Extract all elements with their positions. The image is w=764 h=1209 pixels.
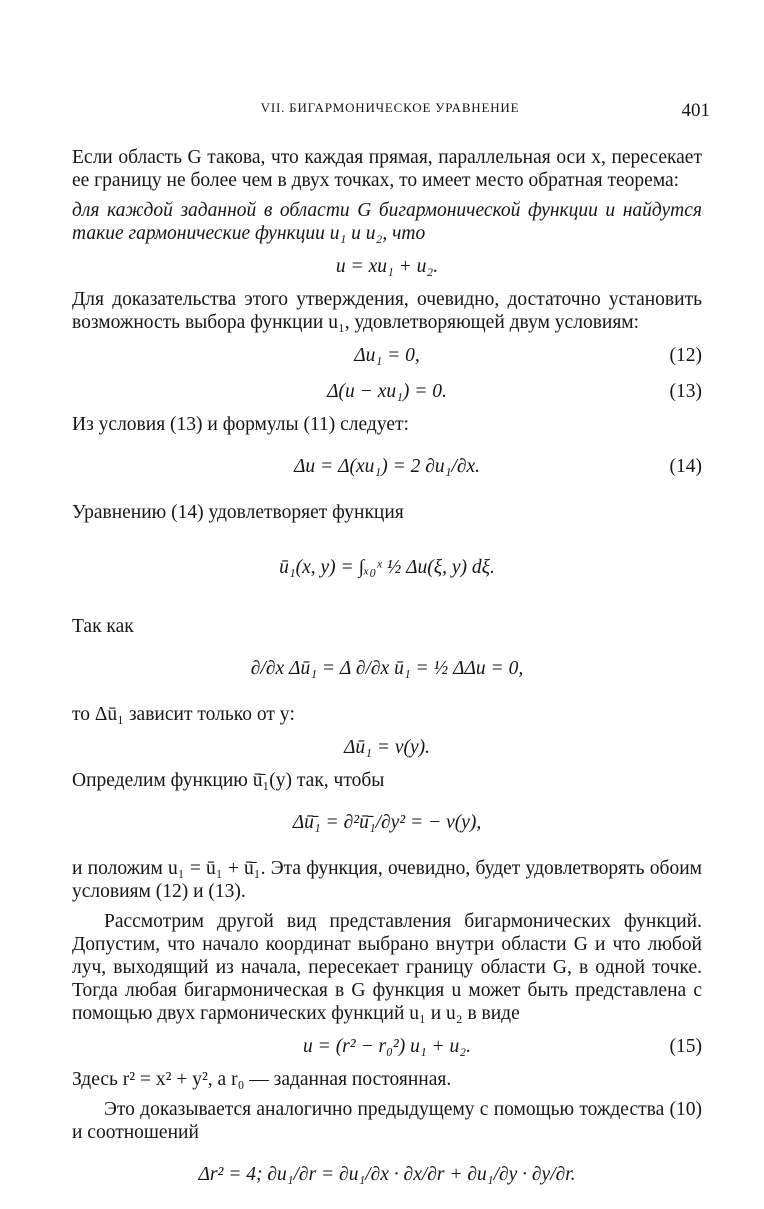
equation-number: (12) <box>669 345 702 366</box>
formula: ū₁(x, y) = ∫ₓ₀ˣ ½ Δu(ξ, y) dξ. <box>279 557 495 578</box>
formula: Δū̄₁ = ∂²ū̄₁/∂y² = − v(y), <box>292 812 482 833</box>
equation <box>72 645 702 693</box>
formula: ∂/∂x Δū₁ = Δ ∂/∂x ū₁ = ½ ΔΔu = 0, <box>250 658 524 679</box>
paragraph: Рассмотрим другой вид представления бигармонических функций. Допустим, что начало координат выбрано внутри области G и что любой луч, выходящий из начала, пересекает границу области G, в одной точке. Тогда любая бигармоническая в G функция u может быть представлена с помощью двух гармонических функций u₁ и u₂ в виде <box>72 911 702 1024</box>
equation-number: (14) <box>669 456 702 477</box>
formula: Δ(u − xu₁) = 0. <box>327 381 447 402</box>
running-title: VII. БИГАРМОНИЧЕСКОЕ УРАВНЕНИЕ <box>260 100 520 115</box>
paragraph: Из условия (13) и формулы (11) следует: <box>72 414 409 435</box>
paragraph: Определим функцию ū̄₁(y) так, чтобы <box>72 770 385 791</box>
equation <box>72 1151 702 1199</box>
page-number: 401 <box>681 100 710 121</box>
paragraph: Здесь r² = x² + y², а r₀ — заданная постоянная. <box>72 1069 452 1090</box>
paragraph: Так как <box>72 616 134 637</box>
equation <box>72 799 702 847</box>
formula: u = xu₁ + u₂. <box>335 256 439 277</box>
equation <box>72 341 702 371</box>
paragraph: для каждой заданной в области G бигармонической функции u найдутся такие гармонические функции u₁ и u₂, что <box>72 200 702 244</box>
equation <box>72 733 702 763</box>
paragraph: то Δū₁ зависит только от y: <box>72 704 295 725</box>
equation <box>72 531 702 605</box>
equation <box>72 1032 702 1062</box>
paragraph: Это доказывается аналогично предыдущему с помощью тождества (10) и соотношений <box>72 1099 702 1143</box>
formula: u = (r² − r₀²) u₁ + u₂. <box>303 1036 471 1057</box>
equation-number: (13) <box>669 381 702 402</box>
formula: Δu = Δ(xu₁) = 2 ∂u₁/∂x. <box>293 456 480 477</box>
paragraph: Для доказательства этого утверждения, очевидно, достаточно установить возможность выбора функции u₁, удовлетворяющей двум условиям: <box>72 289 702 333</box>
page-header <box>70 100 710 124</box>
equation <box>72 377 702 407</box>
paragraph: и положим u₁ = ū₁ + ū̄₁. Эта функция, очевидно, будет удовлетворять обоим условиям (12) и (13). <box>72 858 702 902</box>
equation <box>72 252 702 282</box>
formula: Δr² = 4; ∂u₁/∂r = ∂u₁/∂x · ∂x/∂r + ∂u₁/∂y · ∂y/∂r. <box>198 1164 576 1185</box>
paragraph: Если область G такова, что каждая прямая, параллельная оси x, пересекает ее границу не более чем в двух точках, то имеет место обратная теорема: <box>72 147 702 191</box>
formula: Δū₁ = v(y). <box>343 737 431 758</box>
equation <box>72 443 702 491</box>
formula: Δu₁ = 0, <box>354 345 420 366</box>
paragraph: Уравнению (14) удовлетворяет функция <box>72 502 404 523</box>
page-body <box>72 146 702 1209</box>
equation-number: (15) <box>669 1036 702 1057</box>
